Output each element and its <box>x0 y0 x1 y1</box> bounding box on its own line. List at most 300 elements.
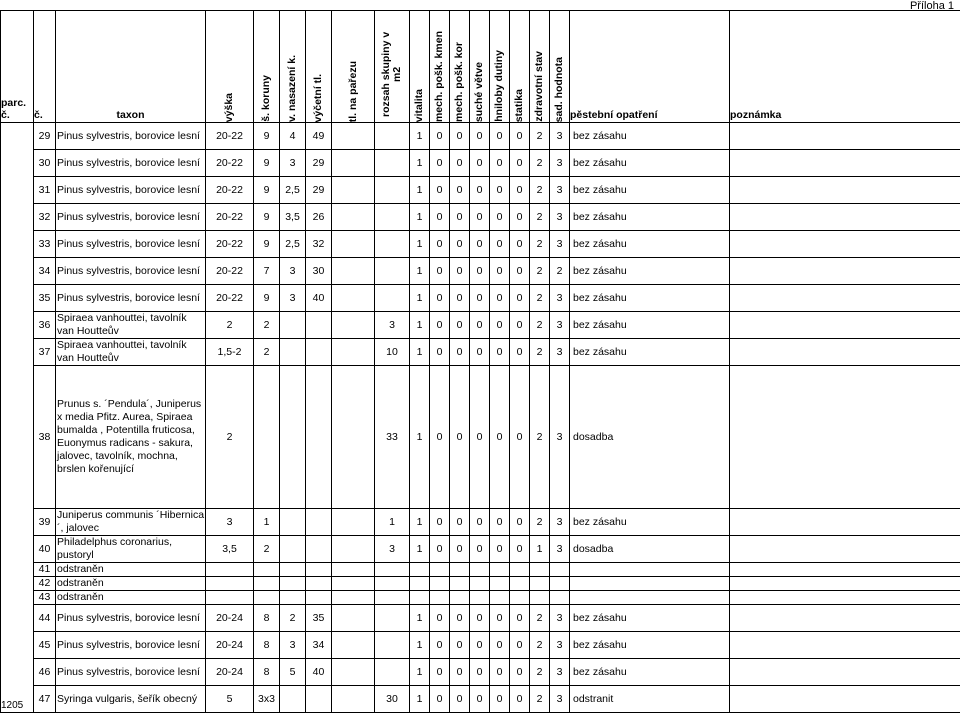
taxon: Spiraea vanhouttei, tavolník van Houtteův <box>56 312 206 339</box>
stump-diameter <box>332 312 375 339</box>
note <box>730 231 960 258</box>
dry-branches: 0 <box>470 605 490 632</box>
taxon: Pinus sylvestris, borovice lesní <box>56 231 206 258</box>
taxon: Prunus s. ´Pendula´, Juniperus x media Pfitz. Aurea, Spiraea bumalda , Potentilla fruticosa, Euonymus radicans - sakura, jalovec, tavolník, mochna, brslen kořenující <box>56 366 206 509</box>
treatment: bez zásahu <box>570 177 730 204</box>
rot-cavities: 0 <box>490 177 510 204</box>
table-row <box>1 536 960 563</box>
dry-branches: 0 <box>470 632 490 659</box>
dbh: 26 <box>306 204 332 231</box>
note <box>730 536 960 563</box>
damage-trunk: 0 <box>430 285 450 312</box>
rot-cavities <box>490 577 510 591</box>
taxon: odstraněn <box>56 577 206 591</box>
crown-width: 9 <box>254 285 280 312</box>
header-tl-parezu: tl. na pařezu <box>332 11 375 123</box>
crown-base: 4 <box>280 123 306 150</box>
dbh: 40 <box>306 659 332 686</box>
note <box>730 366 960 509</box>
group-area <box>375 150 410 177</box>
statics: 0 <box>510 312 530 339</box>
taxon: Spiraea vanhouttei, tavolník van Houtteův <box>56 339 206 366</box>
table-row <box>1 339 960 366</box>
dry-branches <box>470 577 490 591</box>
group-area <box>375 204 410 231</box>
damage-root: 0 <box>450 366 470 509</box>
vitality: 1 <box>410 339 430 366</box>
tree-number: 42 <box>34 577 56 591</box>
health: 2 <box>530 605 550 632</box>
health: 2 <box>530 231 550 258</box>
table-row <box>1 577 960 591</box>
note <box>730 150 960 177</box>
damage-root <box>450 577 470 591</box>
taxon: Juniperus communis ´Hibernica´, jalovec <box>56 509 206 536</box>
note <box>730 686 960 713</box>
damage-trunk: 0 <box>430 686 450 713</box>
health: 2 <box>530 150 550 177</box>
header-c: č. <box>34 11 56 123</box>
damage-trunk: 0 <box>430 258 450 285</box>
statics: 0 <box>510 686 530 713</box>
crown-base <box>280 577 306 591</box>
damage-trunk: 0 <box>430 605 450 632</box>
health: 1 <box>530 536 550 563</box>
dbh <box>306 563 332 577</box>
taxon: Syringa vulgaris, šeřík obecný <box>56 686 206 713</box>
header-s-koruny: š. koruny <box>254 11 280 123</box>
statics: 0 <box>510 258 530 285</box>
tree-number: 36 <box>34 312 56 339</box>
note <box>730 339 960 366</box>
table-row <box>1 632 960 659</box>
note <box>730 123 960 150</box>
damage-trunk <box>430 577 450 591</box>
height: 2 <box>206 312 254 339</box>
dbh: 32 <box>306 231 332 258</box>
height: 3,5 <box>206 536 254 563</box>
stump-diameter <box>332 536 375 563</box>
dbh <box>306 339 332 366</box>
dbh <box>306 366 332 509</box>
crown-width: 2 <box>254 312 280 339</box>
vitality: 1 <box>410 204 430 231</box>
table-row <box>1 123 960 150</box>
statics <box>510 563 530 577</box>
dry-branches: 0 <box>470 177 490 204</box>
group-area: 10 <box>375 339 410 366</box>
dbh <box>306 509 332 536</box>
attachment-label: Příloha 1 <box>910 0 954 12</box>
crown-width: 7 <box>254 258 280 285</box>
value: 3 <box>550 204 570 231</box>
taxon: Pinus sylvestris, borovice lesní <box>56 258 206 285</box>
taxon: Pinus sylvestris, borovice lesní <box>56 632 206 659</box>
treatment: dosadba <box>570 366 730 509</box>
group-area <box>375 605 410 632</box>
table-row <box>1 509 960 536</box>
rot-cavities: 0 <box>490 231 510 258</box>
damage-root: 0 <box>450 312 470 339</box>
stump-diameter <box>332 632 375 659</box>
table-row <box>1 605 960 632</box>
stump-diameter <box>332 123 375 150</box>
stump-diameter <box>332 591 375 605</box>
crown-base: 2,5 <box>280 177 306 204</box>
health: 2 <box>530 123 550 150</box>
vitality <box>410 563 430 577</box>
rot-cavities: 0 <box>490 659 510 686</box>
health: 2 <box>530 312 550 339</box>
stump-diameter <box>332 366 375 509</box>
crown-width <box>254 366 280 509</box>
header-mech-kor: mech. pošk. kor <box>450 11 470 123</box>
statics: 0 <box>510 339 530 366</box>
height: 20-22 <box>206 177 254 204</box>
crown-base <box>280 591 306 605</box>
taxon: Pinus sylvestris, borovice lesní <box>56 150 206 177</box>
dbh <box>306 591 332 605</box>
header-sad: sad. hodnota <box>550 11 570 123</box>
treatment: bez zásahu <box>570 204 730 231</box>
note <box>730 632 960 659</box>
dry-branches: 0 <box>470 231 490 258</box>
damage-root: 0 <box>450 536 470 563</box>
health <box>530 577 550 591</box>
dbh: 35 <box>306 605 332 632</box>
rot-cavities: 0 <box>490 339 510 366</box>
dbh: 30 <box>306 258 332 285</box>
rot-cavities: 0 <box>490 605 510 632</box>
tree-number: 29 <box>34 123 56 150</box>
height: 5 <box>206 686 254 713</box>
height: 20-22 <box>206 258 254 285</box>
taxon: Pinus sylvestris, borovice lesní <box>56 659 206 686</box>
vitality: 1 <box>410 509 430 536</box>
group-area <box>375 258 410 285</box>
vitality: 1 <box>410 231 430 258</box>
height: 20-24 <box>206 659 254 686</box>
value <box>550 577 570 591</box>
stump-diameter <box>332 563 375 577</box>
group-area <box>375 177 410 204</box>
damage-root <box>450 591 470 605</box>
vitality: 1 <box>410 605 430 632</box>
rot-cavities: 0 <box>490 285 510 312</box>
rot-cavities: 0 <box>490 204 510 231</box>
group-area <box>375 659 410 686</box>
vitality: 1 <box>410 686 430 713</box>
treatment: bez zásahu <box>570 312 730 339</box>
damage-root: 0 <box>450 231 470 258</box>
statics: 0 <box>510 123 530 150</box>
rot-cavities: 0 <box>490 312 510 339</box>
statics: 0 <box>510 204 530 231</box>
crown-width: 9 <box>254 204 280 231</box>
stump-diameter <box>332 686 375 713</box>
value: 3 <box>550 312 570 339</box>
vitality: 1 <box>410 285 430 312</box>
treatment: bez zásahu <box>570 605 730 632</box>
parcel-number: 1205 <box>1 123 34 713</box>
crown-width <box>254 563 280 577</box>
group-area <box>375 632 410 659</box>
damage-trunk: 0 <box>430 659 450 686</box>
dbh <box>306 686 332 713</box>
note <box>730 591 960 605</box>
crown-base <box>280 536 306 563</box>
tree-number: 33 <box>34 231 56 258</box>
value: 3 <box>550 339 570 366</box>
height: 20-24 <box>206 605 254 632</box>
dry-branches <box>470 591 490 605</box>
value: 3 <box>550 123 570 150</box>
rot-cavities: 0 <box>490 366 510 509</box>
dry-branches <box>470 563 490 577</box>
treatment <box>570 591 730 605</box>
header-poznamka: poznámka <box>730 11 960 123</box>
statics: 0 <box>510 659 530 686</box>
vitality: 1 <box>410 366 430 509</box>
group-area <box>375 577 410 591</box>
crown-base <box>280 366 306 509</box>
treatment: dosadba <box>570 536 730 563</box>
damage-trunk: 0 <box>430 231 450 258</box>
tree-number: 46 <box>34 659 56 686</box>
note <box>730 605 960 632</box>
damage-trunk: 0 <box>430 339 450 366</box>
value: 2 <box>550 258 570 285</box>
crown-base <box>280 339 306 366</box>
stump-diameter <box>332 285 375 312</box>
rot-cavities <box>490 591 510 605</box>
crown-base: 3 <box>280 632 306 659</box>
treatment: bez zásahu <box>570 123 730 150</box>
group-area <box>375 563 410 577</box>
health: 2 <box>530 339 550 366</box>
crown-base: 3,5 <box>280 204 306 231</box>
table-row <box>1 366 960 509</box>
height: 20-24 <box>206 632 254 659</box>
table-row <box>1 177 960 204</box>
tree-number: 40 <box>34 536 56 563</box>
dbh <box>306 536 332 563</box>
health: 2 <box>530 285 550 312</box>
stump-diameter <box>332 577 375 591</box>
table-row <box>1 563 960 577</box>
taxon: Pinus sylvestris, borovice lesní <box>56 177 206 204</box>
crown-width: 3x3 <box>254 686 280 713</box>
dry-branches: 0 <box>470 285 490 312</box>
dry-branches: 0 <box>470 339 490 366</box>
damage-root <box>450 563 470 577</box>
crown-width: 1 <box>254 509 280 536</box>
table-row <box>1 150 960 177</box>
vitality <box>410 591 430 605</box>
tree-number: 45 <box>34 632 56 659</box>
height: 2 <box>206 366 254 509</box>
group-area <box>375 231 410 258</box>
header-opatreni: pěstební opatření <box>570 11 730 123</box>
tree-number: 35 <box>34 285 56 312</box>
crown-base: 5 <box>280 659 306 686</box>
crown-base: 2 <box>280 605 306 632</box>
damage-root: 0 <box>450 258 470 285</box>
rot-cavities: 0 <box>490 632 510 659</box>
height: 20-22 <box>206 231 254 258</box>
damage-trunk: 0 <box>430 632 450 659</box>
note <box>730 659 960 686</box>
table-row <box>1 659 960 686</box>
treatment <box>570 577 730 591</box>
header-row <box>1 11 960 123</box>
stump-diameter <box>332 231 375 258</box>
crown-base: 3 <box>280 258 306 285</box>
header-hniloby: hniloby dutiny <box>490 11 510 123</box>
taxon: Philadelphus coronarius, pustoryl <box>56 536 206 563</box>
tree-number: 37 <box>34 339 56 366</box>
dry-branches: 0 <box>470 150 490 177</box>
treatment: odstranit <box>570 686 730 713</box>
value: 3 <box>550 536 570 563</box>
stump-diameter <box>332 150 375 177</box>
health: 2 <box>530 509 550 536</box>
treatment: bez zásahu <box>570 258 730 285</box>
damage-root: 0 <box>450 686 470 713</box>
note <box>730 563 960 577</box>
height <box>206 577 254 591</box>
statics: 0 <box>510 231 530 258</box>
statics: 0 <box>510 509 530 536</box>
value <box>550 591 570 605</box>
damage-root: 0 <box>450 123 470 150</box>
damage-trunk: 0 <box>430 204 450 231</box>
treatment: bez zásahu <box>570 339 730 366</box>
damage-trunk: 0 <box>430 312 450 339</box>
group-area <box>375 285 410 312</box>
value: 3 <box>550 150 570 177</box>
stump-diameter <box>332 177 375 204</box>
damage-root: 0 <box>450 632 470 659</box>
damage-trunk: 0 <box>430 536 450 563</box>
crown-base <box>280 312 306 339</box>
crown-width: 2 <box>254 536 280 563</box>
value: 3 <box>550 632 570 659</box>
taxon: odstraněn <box>56 563 206 577</box>
table-row <box>1 312 960 339</box>
height: 20-22 <box>206 285 254 312</box>
value <box>550 563 570 577</box>
header-v-nasazeni: v. nasazení k. <box>280 11 306 123</box>
crown-width: 8 <box>254 632 280 659</box>
damage-trunk: 0 <box>430 509 450 536</box>
tree-number: 32 <box>34 204 56 231</box>
group-area: 33 <box>375 366 410 509</box>
header-statika: statika <box>510 11 530 123</box>
table-row <box>1 204 960 231</box>
note <box>730 177 960 204</box>
statics <box>510 577 530 591</box>
vitality: 1 <box>410 258 430 285</box>
height: 20-22 <box>206 204 254 231</box>
group-area <box>375 123 410 150</box>
height <box>206 563 254 577</box>
health <box>530 563 550 577</box>
dry-branches: 0 <box>470 123 490 150</box>
damage-root: 0 <box>450 509 470 536</box>
dry-branches: 0 <box>470 204 490 231</box>
tree-inventory-table <box>0 10 960 713</box>
height: 20-22 <box>206 123 254 150</box>
dry-branches: 0 <box>470 366 490 509</box>
header-taxon: taxon <box>56 11 206 123</box>
rot-cavities: 0 <box>490 536 510 563</box>
vitality: 1 <box>410 123 430 150</box>
table-row <box>1 285 960 312</box>
damage-root: 0 <box>450 605 470 632</box>
statics: 0 <box>510 285 530 312</box>
treatment: bez zásahu <box>570 509 730 536</box>
damage-root: 0 <box>450 339 470 366</box>
rot-cavities: 0 <box>490 150 510 177</box>
vitality: 1 <box>410 177 430 204</box>
header-zdravotni: zdravotní stav <box>530 11 550 123</box>
crown-base: 3 <box>280 150 306 177</box>
treatment: bez zásahu <box>570 231 730 258</box>
damage-trunk <box>430 591 450 605</box>
tree-number: 38 <box>34 366 56 509</box>
height: 20-22 <box>206 150 254 177</box>
group-area <box>375 591 410 605</box>
dry-branches: 0 <box>470 258 490 285</box>
group-area: 30 <box>375 686 410 713</box>
value: 3 <box>550 686 570 713</box>
damage-trunk <box>430 563 450 577</box>
value: 3 <box>550 509 570 536</box>
treatment: bez zásahu <box>570 285 730 312</box>
taxon: Pinus sylvestris, borovice lesní <box>56 285 206 312</box>
treatment: bez zásahu <box>570 659 730 686</box>
header-parc: parc. č. <box>1 11 34 123</box>
value: 3 <box>550 659 570 686</box>
crown-width <box>254 591 280 605</box>
damage-root: 0 <box>450 150 470 177</box>
tree-number: 47 <box>34 686 56 713</box>
dry-branches: 0 <box>470 659 490 686</box>
stump-diameter <box>332 509 375 536</box>
rot-cavities: 0 <box>490 123 510 150</box>
health: 2 <box>530 686 550 713</box>
crown-width: 9 <box>254 177 280 204</box>
treatment <box>570 563 730 577</box>
stump-diameter <box>332 605 375 632</box>
tree-number: 43 <box>34 591 56 605</box>
tree-number: 30 <box>34 150 56 177</box>
rot-cavities: 0 <box>490 509 510 536</box>
damage-trunk: 0 <box>430 150 450 177</box>
dbh: 49 <box>306 123 332 150</box>
taxon: odstraněn <box>56 591 206 605</box>
value: 3 <box>550 366 570 509</box>
statics: 0 <box>510 605 530 632</box>
dbh: 29 <box>306 177 332 204</box>
crown-width: 2 <box>254 339 280 366</box>
note <box>730 509 960 536</box>
stump-diameter <box>332 204 375 231</box>
tree-number: 44 <box>34 605 56 632</box>
table-row <box>1 686 960 713</box>
health: 2 <box>530 632 550 659</box>
